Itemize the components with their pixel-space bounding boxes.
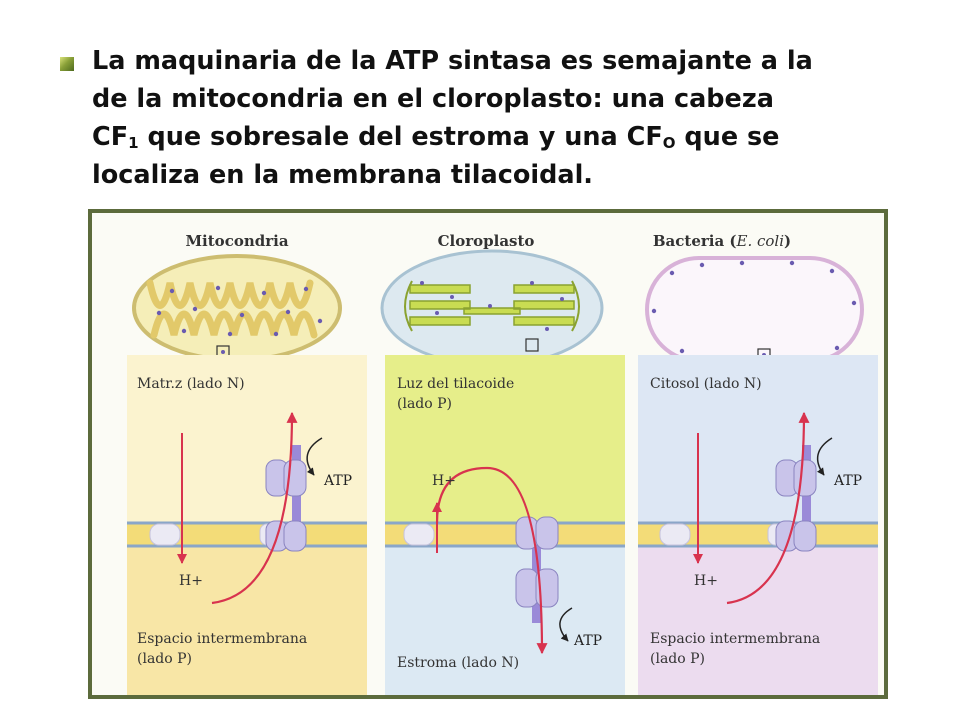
chloro-atp-synthase: [516, 517, 558, 623]
panel-title-bacteria: [653, 232, 791, 250]
chloroplast-illustration: [382, 251, 602, 365]
mito-bottom-region: [127, 546, 367, 695]
bact-label-top: Citosol (lado N): [650, 376, 762, 392]
bact-h-label: H+: [694, 573, 718, 589]
title-bacteria-b: ): [784, 232, 792, 250]
chloro-bottom-region: [385, 546, 625, 695]
mito-h-label: H+: [179, 573, 203, 589]
heading-line-3b: que sobresale del estroma y una CF: [138, 122, 663, 152]
title-bacteria-a: Bacteria (: [652, 232, 737, 250]
heading-line-1: La maquinaria de la ATP sintasa es semajante a la: [92, 46, 813, 76]
mito-label-bottom-1: Espacio intermembrana: [137, 631, 308, 647]
heading-line-3c: que se: [675, 122, 780, 152]
bullet-icon: [60, 57, 74, 71]
chloro-label-bottom-1: Estroma (lado N): [397, 655, 520, 671]
heading-line-3a: CF: [92, 122, 129, 152]
chloro-h-label: H+: [432, 473, 456, 489]
mito-label-top: Matr.z (lado N): [137, 376, 245, 392]
atp-synthase-figure: [88, 209, 888, 699]
heading-line-2: de la mitocondria en el cloroplasto: una cabeza: [92, 84, 774, 114]
bact-atp-label: ATP: [834, 473, 863, 489]
chloro-atp-label: ATP: [574, 633, 603, 649]
heading-sub-1: 1: [128, 134, 139, 152]
panel-title-chloroplast: Cloroplasto: [437, 232, 535, 250]
heading-text: [92, 42, 912, 194]
chloro-label-top-2: (lado P): [397, 396, 453, 412]
bact-bottom-region: [638, 546, 878, 695]
panel-bacteria: [638, 355, 878, 695]
title-bacteria-italic: E. coli: [736, 232, 785, 250]
heading-line-4: localiza en la membrana tilacoidal.: [92, 160, 593, 190]
mito-atp-label: ATP: [324, 473, 353, 489]
panel-title-mitochondria: Mitocondria: [185, 232, 289, 250]
bact-label-bottom-2: (lado P): [650, 651, 706, 667]
heading-sub-o: O: [662, 134, 676, 152]
figure-svg: [92, 213, 884, 695]
bact-label-bottom-1: Espacio intermembrana: [650, 631, 821, 647]
chloro-label-top-1: Luz del tilacoide: [397, 376, 515, 392]
panel-chloroplast: [385, 355, 625, 695]
bacterium-illustration: [647, 258, 862, 361]
panel-mitochondria: [127, 355, 367, 695]
mitochondrion-illustration: [134, 256, 340, 360]
mito-label-bottom-2: (lado P): [137, 651, 193, 667]
